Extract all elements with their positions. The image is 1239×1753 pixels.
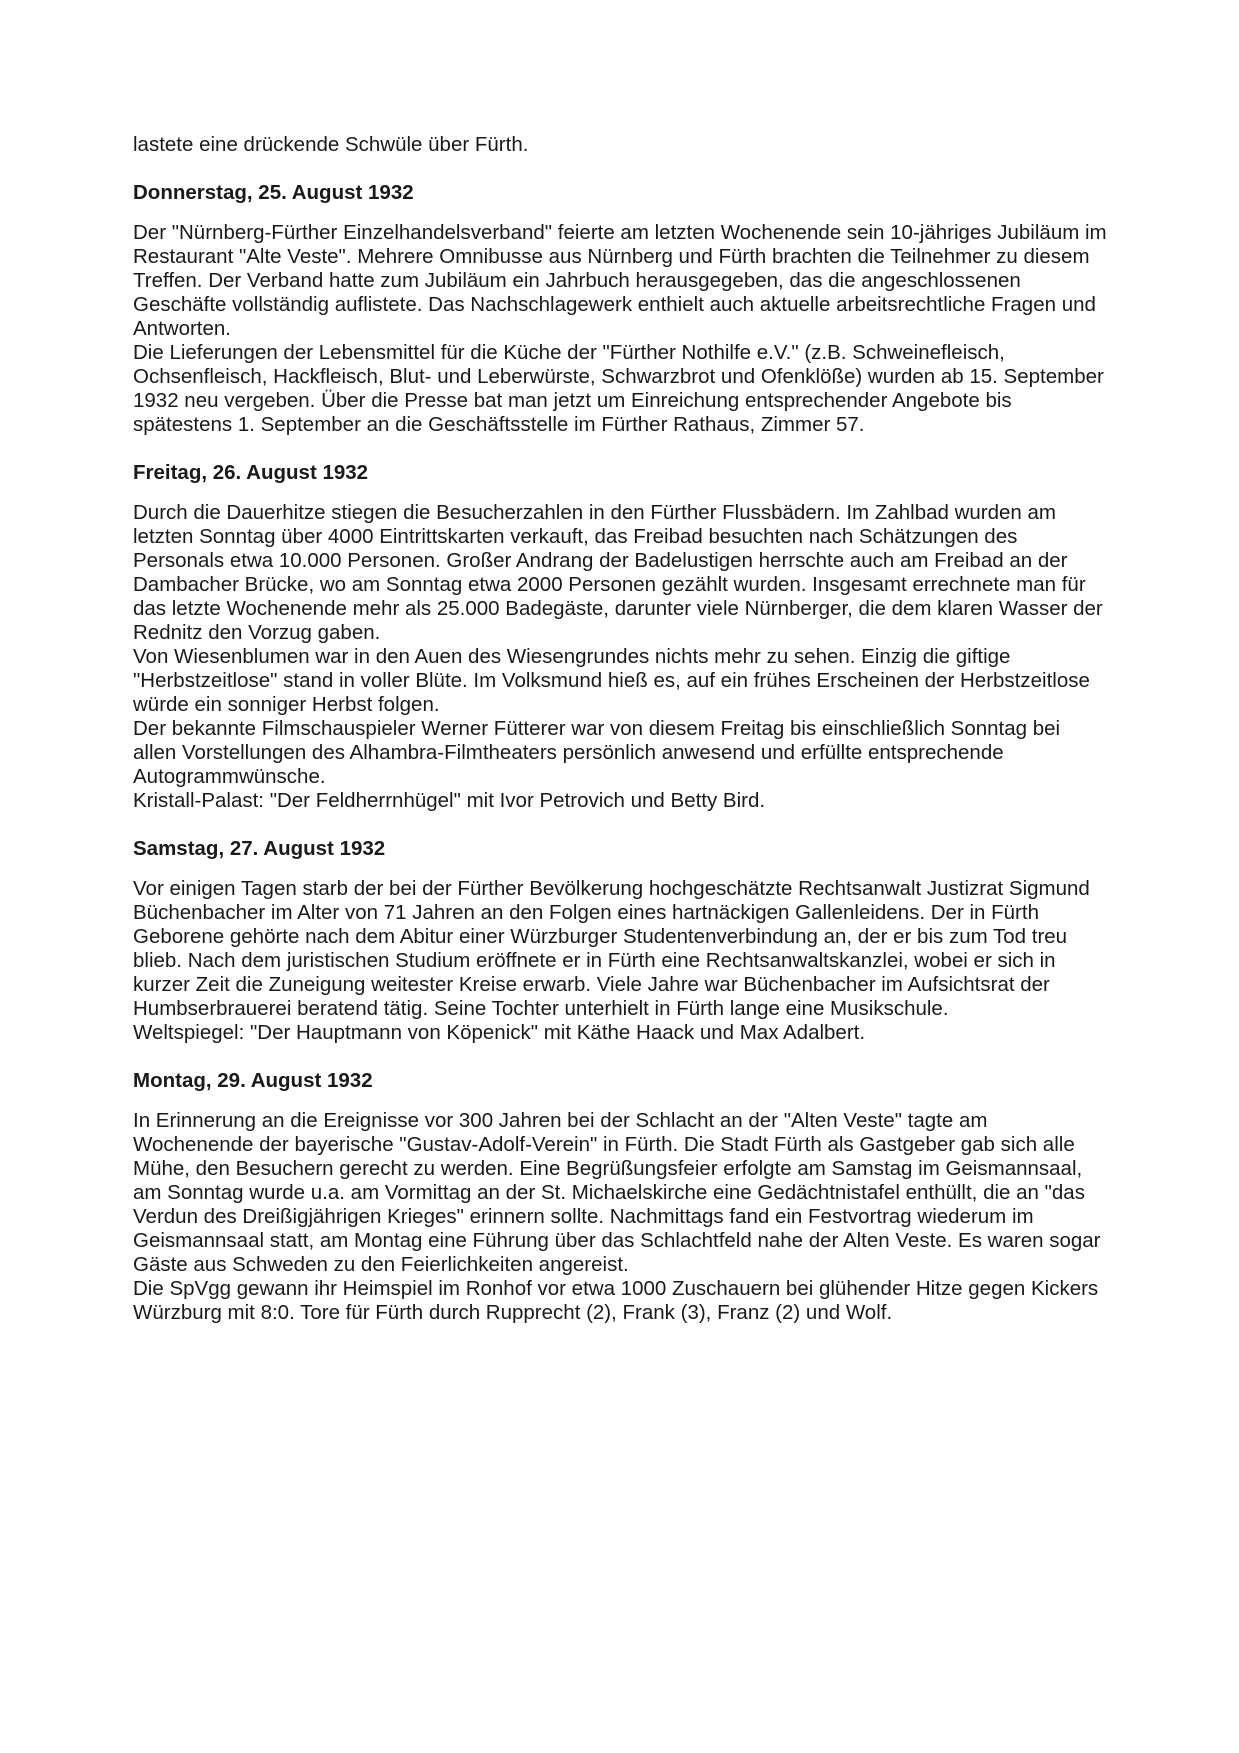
paragraph: Weltspiegel: "Der Hauptmann von Köpenick" mit Käthe Haack und Max Adalbert.: [133, 1021, 866, 1044]
paragraph: Die SpVgg gewann ihr Heimspiel im Ronhof vor etwa 1000 Zuschauern bei glühender Hitze gegen Kickers Würzburg mit 8:0. Tore für Fürth durch Rupprecht (2), Frank (3), Franz (2) und Wolf.: [133, 1277, 1099, 1324]
paragraph: Von Wiesenblumen war in den Auen des Wiesengrundes nichts mehr zu sehen. Einzig die giftige "Herbstzeitlose" stand in voller Blüte. Im Volksmund hieß es, auf ein frühes Erscheinen der Herbstzeitlose würde ein sonniger Herbst folgen.: [133, 645, 1090, 716]
paragraph: Die Lieferungen der Lebensmittel für die Küche der "Fürther Nothilfe e.V." (z.B. Schweinefleisch, Ochsenfleisch, Hackfleisch, Blut- und Leberwürste, Schwarzbrot und Ofenklöße) wurden ab 15. September 1932 neu vergeben. Über die Presse bat man jetzt um Einreichung entsprechender Angebote bis spätestens 1. September an die Geschäftsstelle im Fürther Rathaus, Zimmer 57.: [133, 341, 1104, 436]
section-heading: Donnerstag, 25. August 1932: [133, 181, 414, 204]
section-donnerstag-25-august-1932: [133, 181, 1107, 437]
section-heading: Montag, 29. August 1932: [133, 1069, 373, 1092]
opening-line: lastete eine drückende Schwüle über Fürth.: [133, 133, 529, 156]
paragraph: Vor einigen Tagen starb der bei der Fürther Bevölkerung hochgeschätzte Rechtsanwalt Justizrat Sigmund Büchenbacher im Alter von 71 Jahren an den Folgen eines hartnäckigen Gallenleidens. Der in Fürth Geborene gehörte nach dem Abitur einer Würzburger Studentenverbindung an, der er bis zum Tod treu blieb. Nach dem juristischen Studium eröffnete er in Fürth eine Rechtsanwaltskanzlei, wobei er sich in kurzer Zeit die Zuneigung weitester Kreise erwarb. Viele Jahre war Büchenbacher im Aufsichtsrat der Humbserbrauerei beratend tätig. Seine Tochter unterhielt in Fürth lange eine Musikschule.: [133, 877, 1090, 1020]
section-freitag-26-august-1932: [133, 461, 1107, 813]
section-montag-29-august-1932: [133, 1069, 1107, 1325]
paragraph: Der bekannte Filmschauspieler Werner Fütterer war von diesem Freitag bis einschließlich Sonntag bei allen Vorstellungen des Alhambra-Filmtheaters persönlich anwesend und erfüllte entsprechende Autogrammwünsche.: [133, 717, 1061, 788]
paragraph: Der "Nürnberg-Fürther Einzelhandelsverband" feierte am letzten Wochenende sein 10-jähriges Jubiläum im Restaurant "Alte Veste". Mehrere Omnibusse aus Nürnberg und Fürth brachten die Teilnehmer zu diesem Treffen. Der Verband hatte zum Jubiläum ein Jahrbuch herausgegeben, das die angeschlossenen Geschäfte vollständig auflistete. Das Nachschlagewerk enthielt auch aktuelle arbeitsrechtliche Fragen und Antworten.: [133, 221, 1107, 340]
paragraph: Kristall-Palast: "Der Feldherrnhügel" mit Ivor Petrovich und Betty Bird.: [133, 789, 766, 812]
paragraph: Durch die Dauerhitze stiegen die Besucherzahlen in den Fürther Flussbädern. Im Zahlbad wurden am letzten Sonntag über 4000 Eintrittskarten verkauft, das Freibad besuchten nach Schätzungen des Personals etwa 10.000 Personen. Großer Andrang der Badelustigen herrschte auch am Freibad an der Dambacher Brücke, wo am Sonntag etwa 2000 Personen gezählt wurden. Insgesamt errechnete man für das letzte Wochenende mehr als 25.000 Badegäste, darunter viele Nürnberger, die dem klaren Wasser der Rednitz den Vorzug gaben.: [133, 501, 1103, 644]
section-heading: Freitag, 26. August 1932: [133, 461, 369, 484]
paragraph: In Erinnerung an die Ereignisse vor 300 Jahren bei der Schlacht an der "Alten Veste" tagte am Wochenende der bayerische "Gustav-Adolf-Verein" in Fürth. Die Stadt Fürth als Gastgeber gab sich alle Mühe, den Besuchern gerecht zu werden. Eine Begrüßungsfeier erfolgte am Samstag im Geismannsaal, am Sonntag wurde u.a. am Vormittag an der St. Michaelskirche eine Gedächtnistafel enthüllt, die an "das Verdun des Dreißigjährigen Krieges" erinnern sollte. Nachmittags fand ein Festvortrag wiederum im Geismannsaal statt, am Montag eine Führung über das Schlachtfeld nahe der Alten Veste. Es waren sogar Gäste aus Schweden zu den Feierlichkeiten angereist.: [133, 1109, 1101, 1276]
section-heading: Samstag, 27. August 1932: [133, 837, 386, 860]
section-samstag-27-august-1932: [133, 837, 1107, 1045]
